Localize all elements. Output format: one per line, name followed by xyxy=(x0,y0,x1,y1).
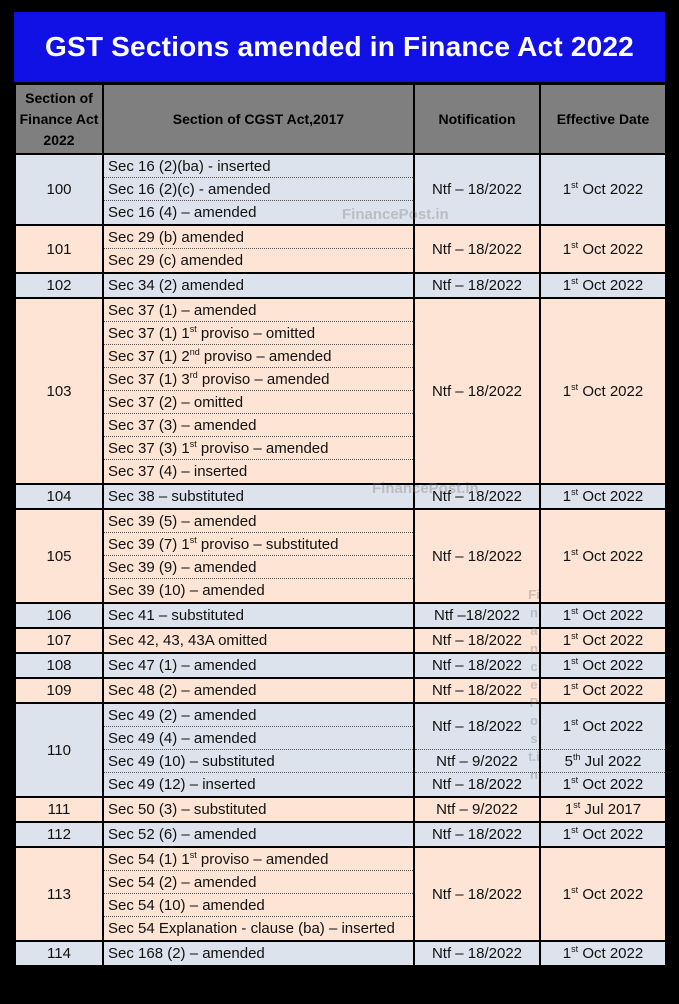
notification-value: Ntf – 18/2022 xyxy=(431,488,523,505)
cgst-section-line: Sec 168 (2) – amended xyxy=(108,945,265,962)
effective-date-value: 1st Oct 2022 xyxy=(562,381,644,400)
notification-value: Ntf – 18/2022 xyxy=(431,547,523,565)
page-title: GST Sections amended in Finance Act 2022 xyxy=(14,12,665,82)
cgst-sections-cell xyxy=(103,225,414,273)
cgst-section-line: Sec 37 (3) – amended xyxy=(104,414,413,437)
cgst-sections-cell xyxy=(103,847,414,941)
cgst-sections-cell xyxy=(103,484,414,509)
cgst-section-line: Sec 49 (12) – inserted xyxy=(108,776,256,793)
effective-date-cell xyxy=(540,298,666,484)
finance-act-section: 108 xyxy=(15,653,103,678)
effective-date-cell xyxy=(540,628,666,653)
cgst-section-line: Sec 54 Explanation - clause (ba) – inserted xyxy=(108,920,395,937)
effective-date-value: 1st Oct 2022 xyxy=(562,546,644,565)
cgst-section-line: Sec 39 (10) – amended xyxy=(108,582,265,599)
notification-value: Ntf – 9/2022 xyxy=(436,801,518,818)
cgst-sections-cell xyxy=(103,703,414,797)
cgst-section-line: Sec 38 – substituted xyxy=(108,488,244,505)
finance-act-section: 100 xyxy=(15,154,103,225)
notification-cell xyxy=(414,941,540,966)
cgst-section-line: Sec 54 (10) – amended xyxy=(104,894,413,917)
table-row xyxy=(15,509,666,603)
cgst-section-line: Sec 39 (9) – amended xyxy=(104,556,413,579)
cgst-section-line: Sec 42, 43, 43A omitted xyxy=(108,632,268,649)
finance-act-section: 102 xyxy=(15,273,103,298)
effective-date-cell xyxy=(540,941,666,966)
cgst-section-line: Sec 37 (1) 3rd proviso – amended xyxy=(104,368,413,391)
notification-value: Ntf – 18/2022 xyxy=(431,240,523,258)
effective-date-cell xyxy=(540,822,666,847)
effective-date-value: 1st Oct 2022 xyxy=(562,775,644,793)
effective-date-cell xyxy=(540,653,666,678)
finance-act-section: 107 xyxy=(15,628,103,653)
notification-value: Ntf – 18/2022 xyxy=(431,632,523,649)
cgst-sections-cell xyxy=(103,628,414,653)
effective-date-cell xyxy=(540,603,666,628)
cgst-section-line: Sec 16 (2)(c) - amended xyxy=(104,178,413,201)
effective-date-value: 1st Oct 2022 xyxy=(562,884,644,903)
effective-date-value: 1st Oct 2022 xyxy=(562,656,644,674)
header-effective-date: Effective Date xyxy=(540,84,666,154)
cgst-section-line: Sec 41 – substituted xyxy=(108,607,244,624)
header-notification: Notification xyxy=(414,84,540,154)
finance-act-section: 114 xyxy=(15,941,103,966)
effective-date-cell xyxy=(540,703,666,797)
effective-date-value: 1st Oct 2022 xyxy=(541,704,665,750)
effective-date-value: 1st Oct 2022 xyxy=(562,487,644,505)
gst-sections-table xyxy=(14,83,667,967)
cgst-section-line: Sec 49 (10) – substituted xyxy=(104,750,413,773)
watermark: FinancePost.in xyxy=(372,480,479,497)
table-row xyxy=(15,797,666,822)
notification-value: Ntf – 18/2022 xyxy=(431,277,523,294)
cgst-section-line: Sec 37 (1) 2nd proviso – amended xyxy=(104,345,413,368)
notification-cell xyxy=(414,603,540,628)
notification-value: Ntf – 9/2022 xyxy=(415,750,539,773)
table-row xyxy=(15,603,666,628)
notification-value: Ntf – 18/2022 xyxy=(415,704,539,750)
finance-act-section: 110 xyxy=(15,703,103,797)
notification-cell xyxy=(414,509,540,603)
notification-value: Ntf – 18/2022 xyxy=(431,776,523,793)
effective-date-cell xyxy=(540,154,666,225)
table-row xyxy=(15,941,666,966)
table-row xyxy=(15,653,666,678)
notification-cell xyxy=(414,273,540,298)
notification-cell xyxy=(414,628,540,653)
effective-date-cell xyxy=(540,797,666,822)
notification-cell xyxy=(414,678,540,703)
table-row xyxy=(15,678,666,703)
table-row xyxy=(15,484,666,509)
finance-act-section: 109 xyxy=(15,678,103,703)
effective-date-value: 1st Jul 2017 xyxy=(564,800,642,818)
notification-value: Ntf – 18/2022 xyxy=(431,657,523,674)
header-finance-act: Section of Finance Act 2022 xyxy=(15,84,103,154)
cgst-sections-cell xyxy=(103,653,414,678)
cgst-section-line: Sec 29 (c) amended xyxy=(108,252,244,269)
notification-cell xyxy=(414,154,540,225)
notification-cell xyxy=(414,703,540,797)
effective-date-value: 1st Oct 2022 xyxy=(562,239,644,258)
cgst-section-line: Sec 52 (6) – amended xyxy=(108,826,257,843)
cgst-section-line: Sec 47 (1) – amended xyxy=(108,657,257,674)
effective-date-cell xyxy=(540,484,666,509)
cgst-section-line: Sec 37 (1) – amended xyxy=(104,299,413,322)
notification-cell xyxy=(414,847,540,941)
watermark-vertical: FinancePost.in xyxy=(528,587,540,782)
notification-cell xyxy=(414,484,540,509)
effective-date-value: 1st Oct 2022 xyxy=(562,276,644,294)
notification-cell xyxy=(414,225,540,273)
notification-cell xyxy=(414,653,540,678)
table-header-row xyxy=(15,84,666,154)
cgst-section-line: Sec 54 (2) – amended xyxy=(104,871,413,894)
effective-date-cell xyxy=(540,225,666,273)
cgst-section-line: Sec 16 (4) – amended xyxy=(108,204,257,221)
cgst-sections-cell xyxy=(103,603,414,628)
notification-value: Ntf – 18/2022 xyxy=(431,885,523,903)
cgst-sections-cell xyxy=(103,797,414,822)
table-row xyxy=(15,703,666,797)
cgst-sections-cell xyxy=(103,941,414,966)
notification-value: Ntf – 18/2022 xyxy=(431,682,523,699)
finance-act-section: 103 xyxy=(15,298,103,484)
notification-value: Ntf – 18/2022 xyxy=(431,382,523,400)
cgst-section-line: Sec 39 (7) 1st proviso – substituted xyxy=(104,533,413,556)
watermark: FinancePost.in xyxy=(342,206,449,223)
cgst-section-line: Sec 34 (2) amended xyxy=(108,277,244,294)
effective-date-cell xyxy=(540,678,666,703)
cgst-sections-cell xyxy=(103,273,414,298)
finance-act-section: 111 xyxy=(15,797,103,822)
notification-cell xyxy=(414,797,540,822)
table-row xyxy=(15,847,666,941)
cgst-section-line: Sec 49 (4) – amended xyxy=(104,727,413,750)
cgst-section-line: Sec 16 (2)(ba) - inserted xyxy=(104,155,413,178)
notification-cell xyxy=(414,822,540,847)
table-row xyxy=(15,154,666,225)
table-row xyxy=(15,822,666,847)
table-row xyxy=(15,628,666,653)
table-row xyxy=(15,273,666,298)
effective-date-cell xyxy=(540,847,666,941)
finance-act-section: 113 xyxy=(15,847,103,941)
cgst-section-line: Sec 37 (3) 1st proviso – amended xyxy=(104,437,413,460)
finance-act-section: 112 xyxy=(15,822,103,847)
table-row xyxy=(15,225,666,273)
header-cgst-section: Section of CGST Act,2017 xyxy=(103,84,414,154)
cgst-section-line: Sec 48 (2) – amended xyxy=(108,682,257,699)
cgst-section-line: Sec 37 (4) – inserted xyxy=(108,463,248,480)
cgst-section-line: Sec 54 (1) 1st proviso – amended xyxy=(104,848,413,871)
cgst-sections-cell xyxy=(103,509,414,603)
effective-date-value: 1st Oct 2022 xyxy=(562,606,644,624)
notification-value: Ntf –18/2022 xyxy=(434,607,520,624)
cgst-section-line: Sec 37 (1) 1st proviso – omitted xyxy=(104,322,413,345)
effective-date-value: 1st Oct 2022 xyxy=(562,825,644,843)
cgst-sections-cell xyxy=(103,298,414,484)
cgst-section-line: Sec 29 (b) amended xyxy=(104,226,413,249)
cgst-section-line: Sec 37 (2) – omitted xyxy=(104,391,413,414)
effective-date-value: 1st Oct 2022 xyxy=(562,631,644,649)
finance-act-section: 106 xyxy=(15,603,103,628)
cgst-section-line: Sec 49 (2) – amended xyxy=(104,704,413,727)
cgst-sections-cell xyxy=(103,154,414,225)
finance-act-section: 101 xyxy=(15,225,103,273)
effective-date-value: 5th Jul 2022 xyxy=(541,750,665,773)
finance-act-section: 105 xyxy=(15,509,103,603)
effective-date-value: 1st Oct 2022 xyxy=(562,180,644,198)
notification-value: Ntf – 18/2022 xyxy=(431,181,523,198)
notification-cell xyxy=(414,298,540,484)
effective-date-value: 1st Oct 2022 xyxy=(562,944,644,962)
cgst-section-line: Sec 39 (5) – amended xyxy=(104,510,413,533)
cgst-sections-cell xyxy=(103,678,414,703)
cgst-section-line: Sec 50 (3) – substituted xyxy=(108,801,267,818)
notification-value: Ntf – 18/2022 xyxy=(431,826,523,843)
effective-date-cell xyxy=(540,273,666,298)
finance-act-section: 104 xyxy=(15,484,103,509)
notification-value: Ntf – 18/2022 xyxy=(431,945,523,962)
table-row xyxy=(15,298,666,484)
cgst-sections-cell xyxy=(103,822,414,847)
effective-date-cell xyxy=(540,509,666,603)
effective-date-value: 1st Oct 2022 xyxy=(562,681,644,699)
